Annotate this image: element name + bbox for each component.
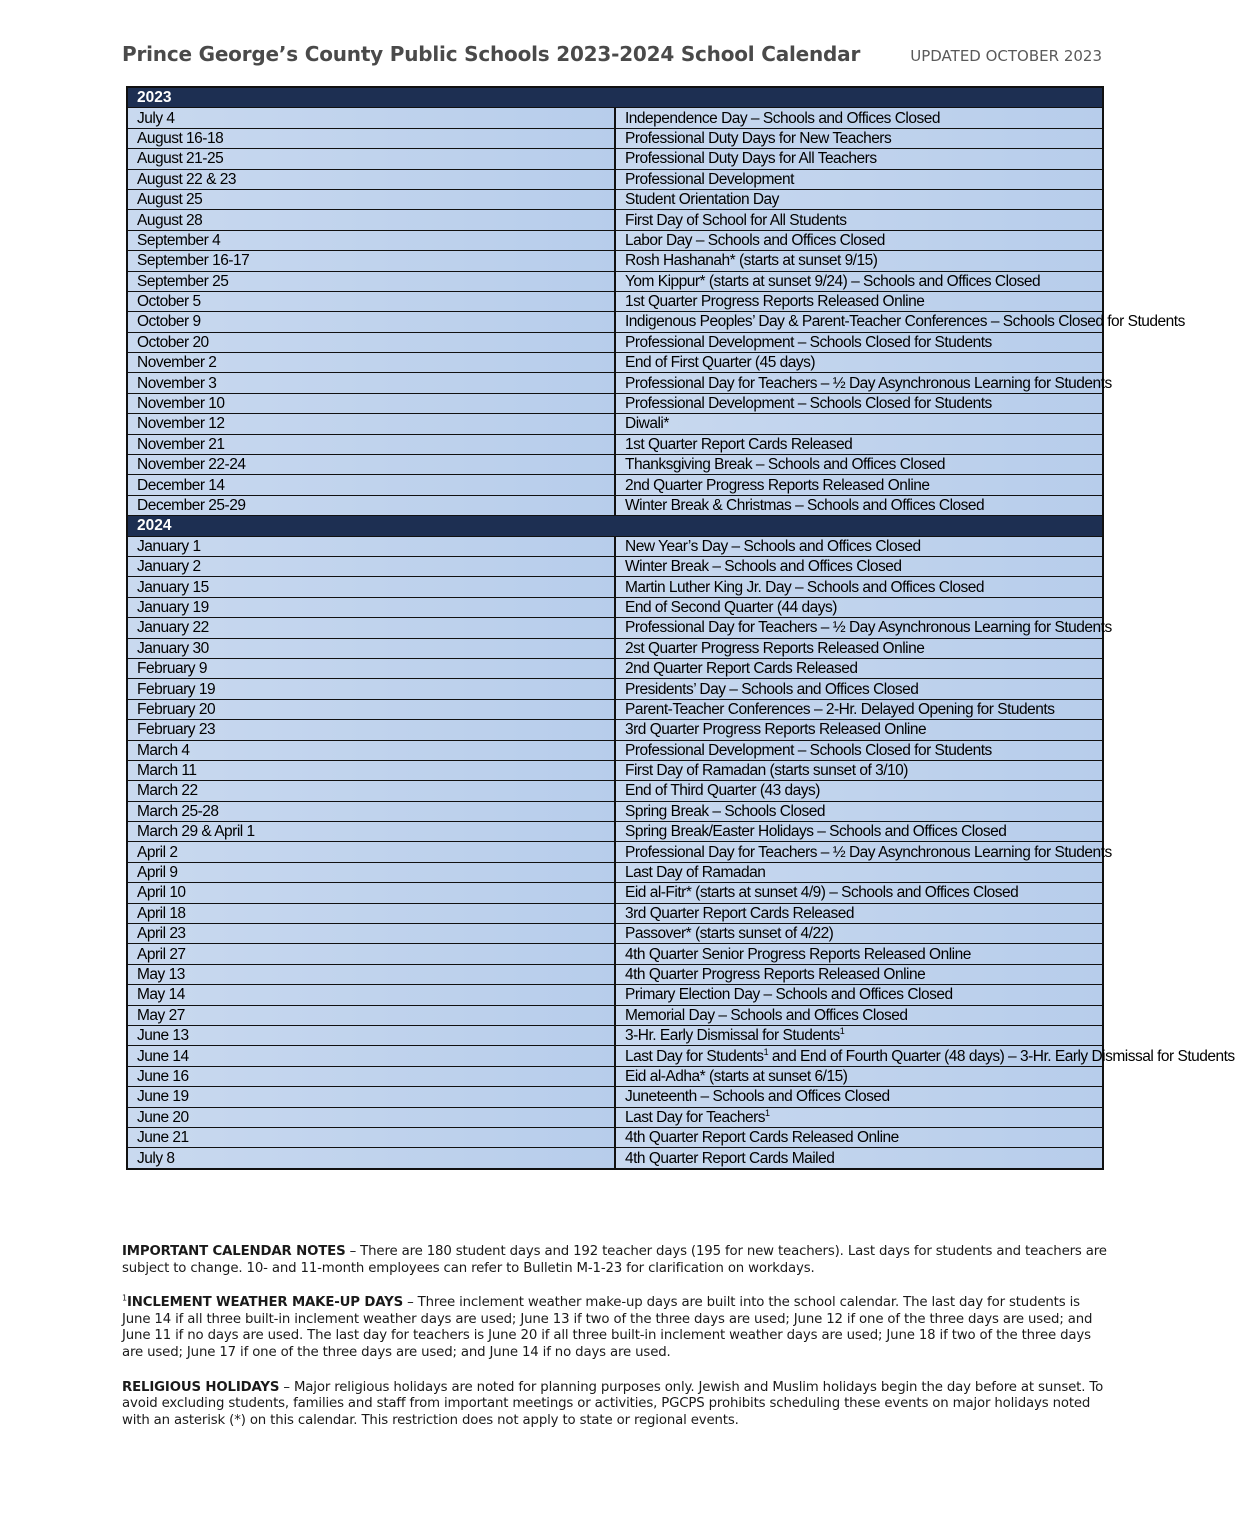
calendar-date: October 20: [127, 332, 615, 352]
calendar-date: May 14: [127, 985, 615, 1005]
calendar-row: [127, 658, 1103, 678]
calendar-event: 4th Quarter Senior Progress Reports Released Online: [615, 944, 1103, 964]
calendar-event: 3rd Quarter Report Cards Released: [615, 903, 1103, 923]
calendar-event: Professional Development – Schools Closed for Students: [615, 393, 1103, 413]
calendar-event: Primary Election Day – Schools and Offices Closed: [615, 985, 1103, 1005]
calendar-event: 1st Quarter Progress Reports Released Online: [615, 291, 1103, 311]
calendar-date: June 14: [127, 1046, 615, 1066]
calendar-date: June 21: [127, 1127, 615, 1147]
calendar-event: Spring Break/Easter Holidays – Schools and Offices Closed: [615, 822, 1103, 842]
calendar-date: October 9: [127, 312, 615, 332]
inclement-weather-notes: [122, 1295, 1108, 1361]
calendar-row: [127, 720, 1103, 740]
calendar-date: March 25-28: [127, 801, 615, 821]
calendar-event: Spring Break – Schools Closed: [615, 801, 1103, 821]
calendar-date: February 20: [127, 699, 615, 719]
calendar-event: Memorial Day – Schools and Offices Closed: [615, 1005, 1103, 1025]
calendar-date: November 3: [127, 373, 615, 393]
calendar-date: August 28: [127, 210, 615, 230]
calendar-event: Last Day of Ramadan: [615, 862, 1103, 882]
calendar-row: [127, 781, 1103, 801]
calendar-date: May 13: [127, 964, 615, 984]
calendar-date: March 29 & April 1: [127, 822, 615, 842]
calendar-row: [127, 312, 1103, 332]
calendar-event: 4th Quarter Report Cards Released Online: [615, 1127, 1103, 1147]
calendar-row: [127, 251, 1103, 271]
footnote-marker: 1: [839, 1026, 845, 1036]
calendar-row: [127, 1107, 1103, 1127]
calendar-event: Parent-Teacher Conferences – 2-Hr. Delayed Opening for Students: [615, 699, 1103, 719]
calendar-event: 1st Quarter Report Cards Released: [615, 434, 1103, 454]
calendar-row: [127, 1148, 1103, 1169]
calendar-date: February 19: [127, 679, 615, 699]
calendar-event: Eid al-Adha* (starts at sunset 6/15): [615, 1066, 1103, 1086]
calendar-row: [127, 883, 1103, 903]
calendar-row: [127, 434, 1103, 454]
calendar-row: [127, 862, 1103, 882]
calendar-event: Juneteenth – Schools and Offices Closed: [615, 1087, 1103, 1107]
calendar-date: December 14: [127, 475, 615, 495]
calendar-event: 4th Quarter Progress Reports Released Online: [615, 964, 1103, 984]
calendar-date: June 16: [127, 1066, 615, 1086]
religious-holidays-notes: [122, 1380, 1108, 1430]
calendar-date: July 8: [127, 1148, 615, 1169]
calendar-event: Winter Break & Christmas – Schools and Offices Closed: [615, 495, 1103, 515]
calendar-date: September 25: [127, 271, 615, 291]
calendar-row: [127, 536, 1103, 556]
calendar-date: June 13: [127, 1025, 615, 1045]
calendar-date: December 25-29: [127, 495, 615, 515]
calendar-date: May 27: [127, 1005, 615, 1025]
calendar-row: [127, 903, 1103, 923]
calendar-event: Indigenous Peoples’ Day & Parent-Teacher Conferences – Schools Closed for Students: [615, 312, 1103, 332]
calendar-date: November 22-24: [127, 455, 615, 475]
calendar-date: November 2: [127, 353, 615, 373]
important-notes-label: IMPORTANT CALENDAR NOTES: [122, 1244, 346, 1259]
calendar-event: Professional Development – Schools Closed for Students: [615, 740, 1103, 760]
calendar-row: [127, 230, 1103, 250]
year-2024-anchor: [127, 516, 1103, 536]
calendar-date: January 1: [127, 536, 615, 556]
page-header: [122, 42, 1102, 72]
calendar-date: August 16-18: [127, 128, 615, 148]
calendar-event: Rosh Hashanah* (starts at sunset 9/15): [615, 251, 1103, 271]
calendar-event: Student Orientation Day: [615, 189, 1103, 209]
calendar-row: [127, 985, 1103, 1005]
calendar-date: August 22 & 23: [127, 169, 615, 189]
updated-date: UPDATED OCTOBER 2023: [910, 47, 1102, 65]
calendar-row: [127, 108, 1103, 128]
calendar-row: [127, 556, 1103, 576]
calendar-row: [127, 1127, 1103, 1147]
calendar-event: Winter Break – Schools and Offices Closed: [615, 556, 1103, 576]
calendar-event: Professional Development – Schools Closed for Students: [615, 332, 1103, 352]
calendar-event: Professional Day for Teachers – ½ Day Asynchronous Learning for Students: [615, 842, 1103, 862]
footnote-marker: 1: [122, 1293, 127, 1303]
calendar-row: [127, 149, 1103, 169]
calendar-event: Martin Luther King Jr. Day – Schools and Offices Closed: [615, 577, 1103, 597]
calendar-row: [127, 353, 1103, 373]
calendar-row: [127, 271, 1103, 291]
calendar-row: [127, 760, 1103, 780]
calendar-row: [127, 944, 1103, 964]
calendar-event: New Year’s Day – Schools and Offices Closed: [615, 536, 1103, 556]
calendar-row: [127, 964, 1103, 984]
calendar-date: January 19: [127, 597, 615, 617]
inclement-weather-text: – Three inclement weather make-up days are built into the school calendar. The last day for students is June 14 if all three built-in inclement weather days are used; June 13 if two of the three days are used; June 12 if one of the three days are used; and June 11 if no days are used. The last day for teachers is June 20 if all three built-in inclement weather days are used; June 18 if two of the three days are used; June 17 if one of the three days are used; and June 14 if no days are used.: [122, 1295, 1093, 1360]
calendar-date: March 11: [127, 760, 615, 780]
calendar-event: Professional Development: [615, 169, 1103, 189]
year-row-2023: [127, 87, 1103, 108]
calendar-event: First Day of School for All Students: [615, 210, 1103, 230]
calendar-event: Professional Day for Teachers – ½ Day Asynchronous Learning for Students: [615, 373, 1103, 393]
calendar-date: April 23: [127, 924, 615, 944]
calendar-date: November 21: [127, 434, 615, 454]
calendar-row: [127, 924, 1103, 944]
calendar-row: [127, 699, 1103, 719]
calendar-event: Professional Day for Teachers – ½ Day Asynchronous Learning for Students: [615, 618, 1103, 638]
footnote-marker: 1: [763, 1046, 769, 1057]
calendar-body: [127, 87, 1235, 1169]
calendar-event: Last Day for Teachers$^1$: [615, 1107, 1103, 1127]
calendar-date: February 9: [127, 658, 615, 678]
year-label-2023: 2023: [127, 87, 1103, 108]
calendar-event: Presidents’ Day – Schools and Offices Closed: [615, 679, 1103, 699]
religious-holidays-label: RELIGIOUS HOLIDAYS: [122, 1379, 280, 1395]
calendar-date: August 21-25: [127, 149, 615, 169]
calendar-date: January 2: [127, 556, 615, 576]
calendar-row: [127, 801, 1103, 821]
calendar-row: [127, 842, 1103, 862]
calendar-date: October 5: [127, 291, 615, 311]
calendar-event: Diwali*: [615, 414, 1103, 434]
calendar-event: Independence Day – Schools and Offices Closed: [615, 108, 1103, 128]
calendar-date: June 20: [127, 1107, 615, 1127]
calendar-date: April 2: [127, 842, 615, 862]
calendar-row: [127, 128, 1103, 148]
calendar-date: February 23: [127, 720, 615, 740]
calendar-row: [127, 210, 1103, 230]
calendar-date: August 25: [127, 189, 615, 209]
calendar-date: April 18: [127, 903, 615, 923]
calendar-row: [127, 822, 1103, 842]
calendar-row: [127, 332, 1103, 352]
calendar-row: [127, 1046, 1103, 1066]
calendar-event: First Day of Ramadan (starts sunset of 3/10): [615, 760, 1103, 780]
important-notes-text: – There are 180 student days and 192 teacher days (195 for new teachers). Last days for students and teachers are subject to change. 10- and 11-month employees can refer to Bulletin M-1-23 for clarification on workdays.: [122, 1244, 1107, 1276]
calendar-row: [127, 455, 1103, 475]
calendar-row: [127, 475, 1103, 495]
inclement-weather-label: INCLEMENT WEATHER MAKE-UP DAYS: [126, 1295, 404, 1311]
calendar-row: [127, 618, 1103, 638]
calendar-row: [127, 740, 1103, 760]
calendar-row: [127, 577, 1103, 597]
calendar-date: January 15: [127, 577, 615, 597]
calendar-event: Last Day for Students$^1$ and End of Fourth Quarter (48 days) – 3-Hr. Early Dismissal for Students: [615, 1046, 1103, 1066]
calendar-date: March 4: [127, 740, 615, 760]
calendar-event: End of First Quarter (45 days): [615, 353, 1103, 373]
calendar-table: [126, 86, 1235, 1170]
calendar-row: [127, 291, 1103, 311]
year-label-2024: 2024: [127, 516, 1103, 536]
footnote-marker: 1: [764, 1107, 770, 1118]
calendar-date: July 4: [127, 108, 615, 128]
calendar-row: [127, 638, 1103, 658]
calendar-event: 2st Quarter Progress Reports Released Online: [615, 638, 1103, 658]
calendar-date: March 22: [127, 781, 615, 801]
calendar-row: [127, 414, 1103, 434]
calendar-date: January 22: [127, 618, 615, 638]
calendar-row: [127, 679, 1103, 699]
calendar-event: Professional Duty Days for New Teachers: [615, 128, 1103, 148]
religious-holidays-text: – Major religious holidays are noted for planning purposes only. Jewish and Muslim holidays begin the day before at sunset. To avoid excluding students, families and staff from important meetings or activities, PGCPS prohibits scheduling these events on major holidays noted with an asterisk (*) on this calendar. This restriction does not apply to state or regional events.: [122, 1379, 1104, 1428]
calendar-date: September 16-17: [127, 251, 615, 271]
calendar-notes: [122, 1244, 1108, 1447]
calendar-row: [127, 1087, 1103, 1107]
calendar-row: [127, 189, 1103, 209]
calendar-event: Professional Duty Days for All Teachers: [615, 149, 1103, 169]
page-title: Prince George’s County Public Schools 2023-2024 School Calendar: [122, 42, 861, 66]
calendar-date: January 30: [127, 638, 615, 658]
calendar-date: June 19: [127, 1087, 615, 1107]
calendar-event: Passover* (starts sunset of 4/22): [615, 924, 1103, 944]
calendar-event: Labor Day – Schools and Offices Closed: [615, 230, 1103, 250]
calendar-event: 4th Quarter Report Cards Mailed: [615, 1148, 1103, 1169]
important-notes: [122, 1244, 1108, 1277]
calendar-row: [127, 1066, 1103, 1086]
calendar-row: [127, 1025, 1103, 1045]
calendar-event: Yom Kippur* (starts at sunset 9/24) – Schools and Offices Closed: [615, 271, 1103, 291]
calendar-row: [127, 597, 1103, 617]
calendar-date: November 12: [127, 414, 615, 434]
calendar-event: 3rd Quarter Progress Reports Released Online: [615, 720, 1103, 740]
calendar-row: [127, 495, 1103, 515]
calendar-event: 3-Hr. Early Dismissal for Students$^1$: [615, 1025, 1103, 1045]
calendar-event: 2nd Quarter Report Cards Released: [615, 658, 1103, 678]
calendar-event: End of Second Quarter (44 days): [615, 597, 1103, 617]
calendar-row: [127, 373, 1103, 393]
calendar-event: Thanksgiving Break – Schools and Offices Closed: [615, 455, 1103, 475]
calendar-event: Eid al-Fitr* (starts at sunset 4/9) – Schools and Offices Closed: [615, 883, 1103, 903]
calendar-row: [127, 393, 1103, 413]
calendar-date: April 9: [127, 862, 615, 882]
calendar-date: April 10: [127, 883, 615, 903]
calendar-row: [127, 169, 1103, 189]
calendar-event: 2nd Quarter Progress Reports Released Online: [615, 475, 1103, 495]
calendar-date: November 10: [127, 393, 615, 413]
calendar-date: September 4: [127, 230, 615, 250]
calendar-date: April 27: [127, 944, 615, 964]
calendar-event: End of Third Quarter (43 days): [615, 781, 1103, 801]
calendar-row: [127, 1005, 1103, 1025]
